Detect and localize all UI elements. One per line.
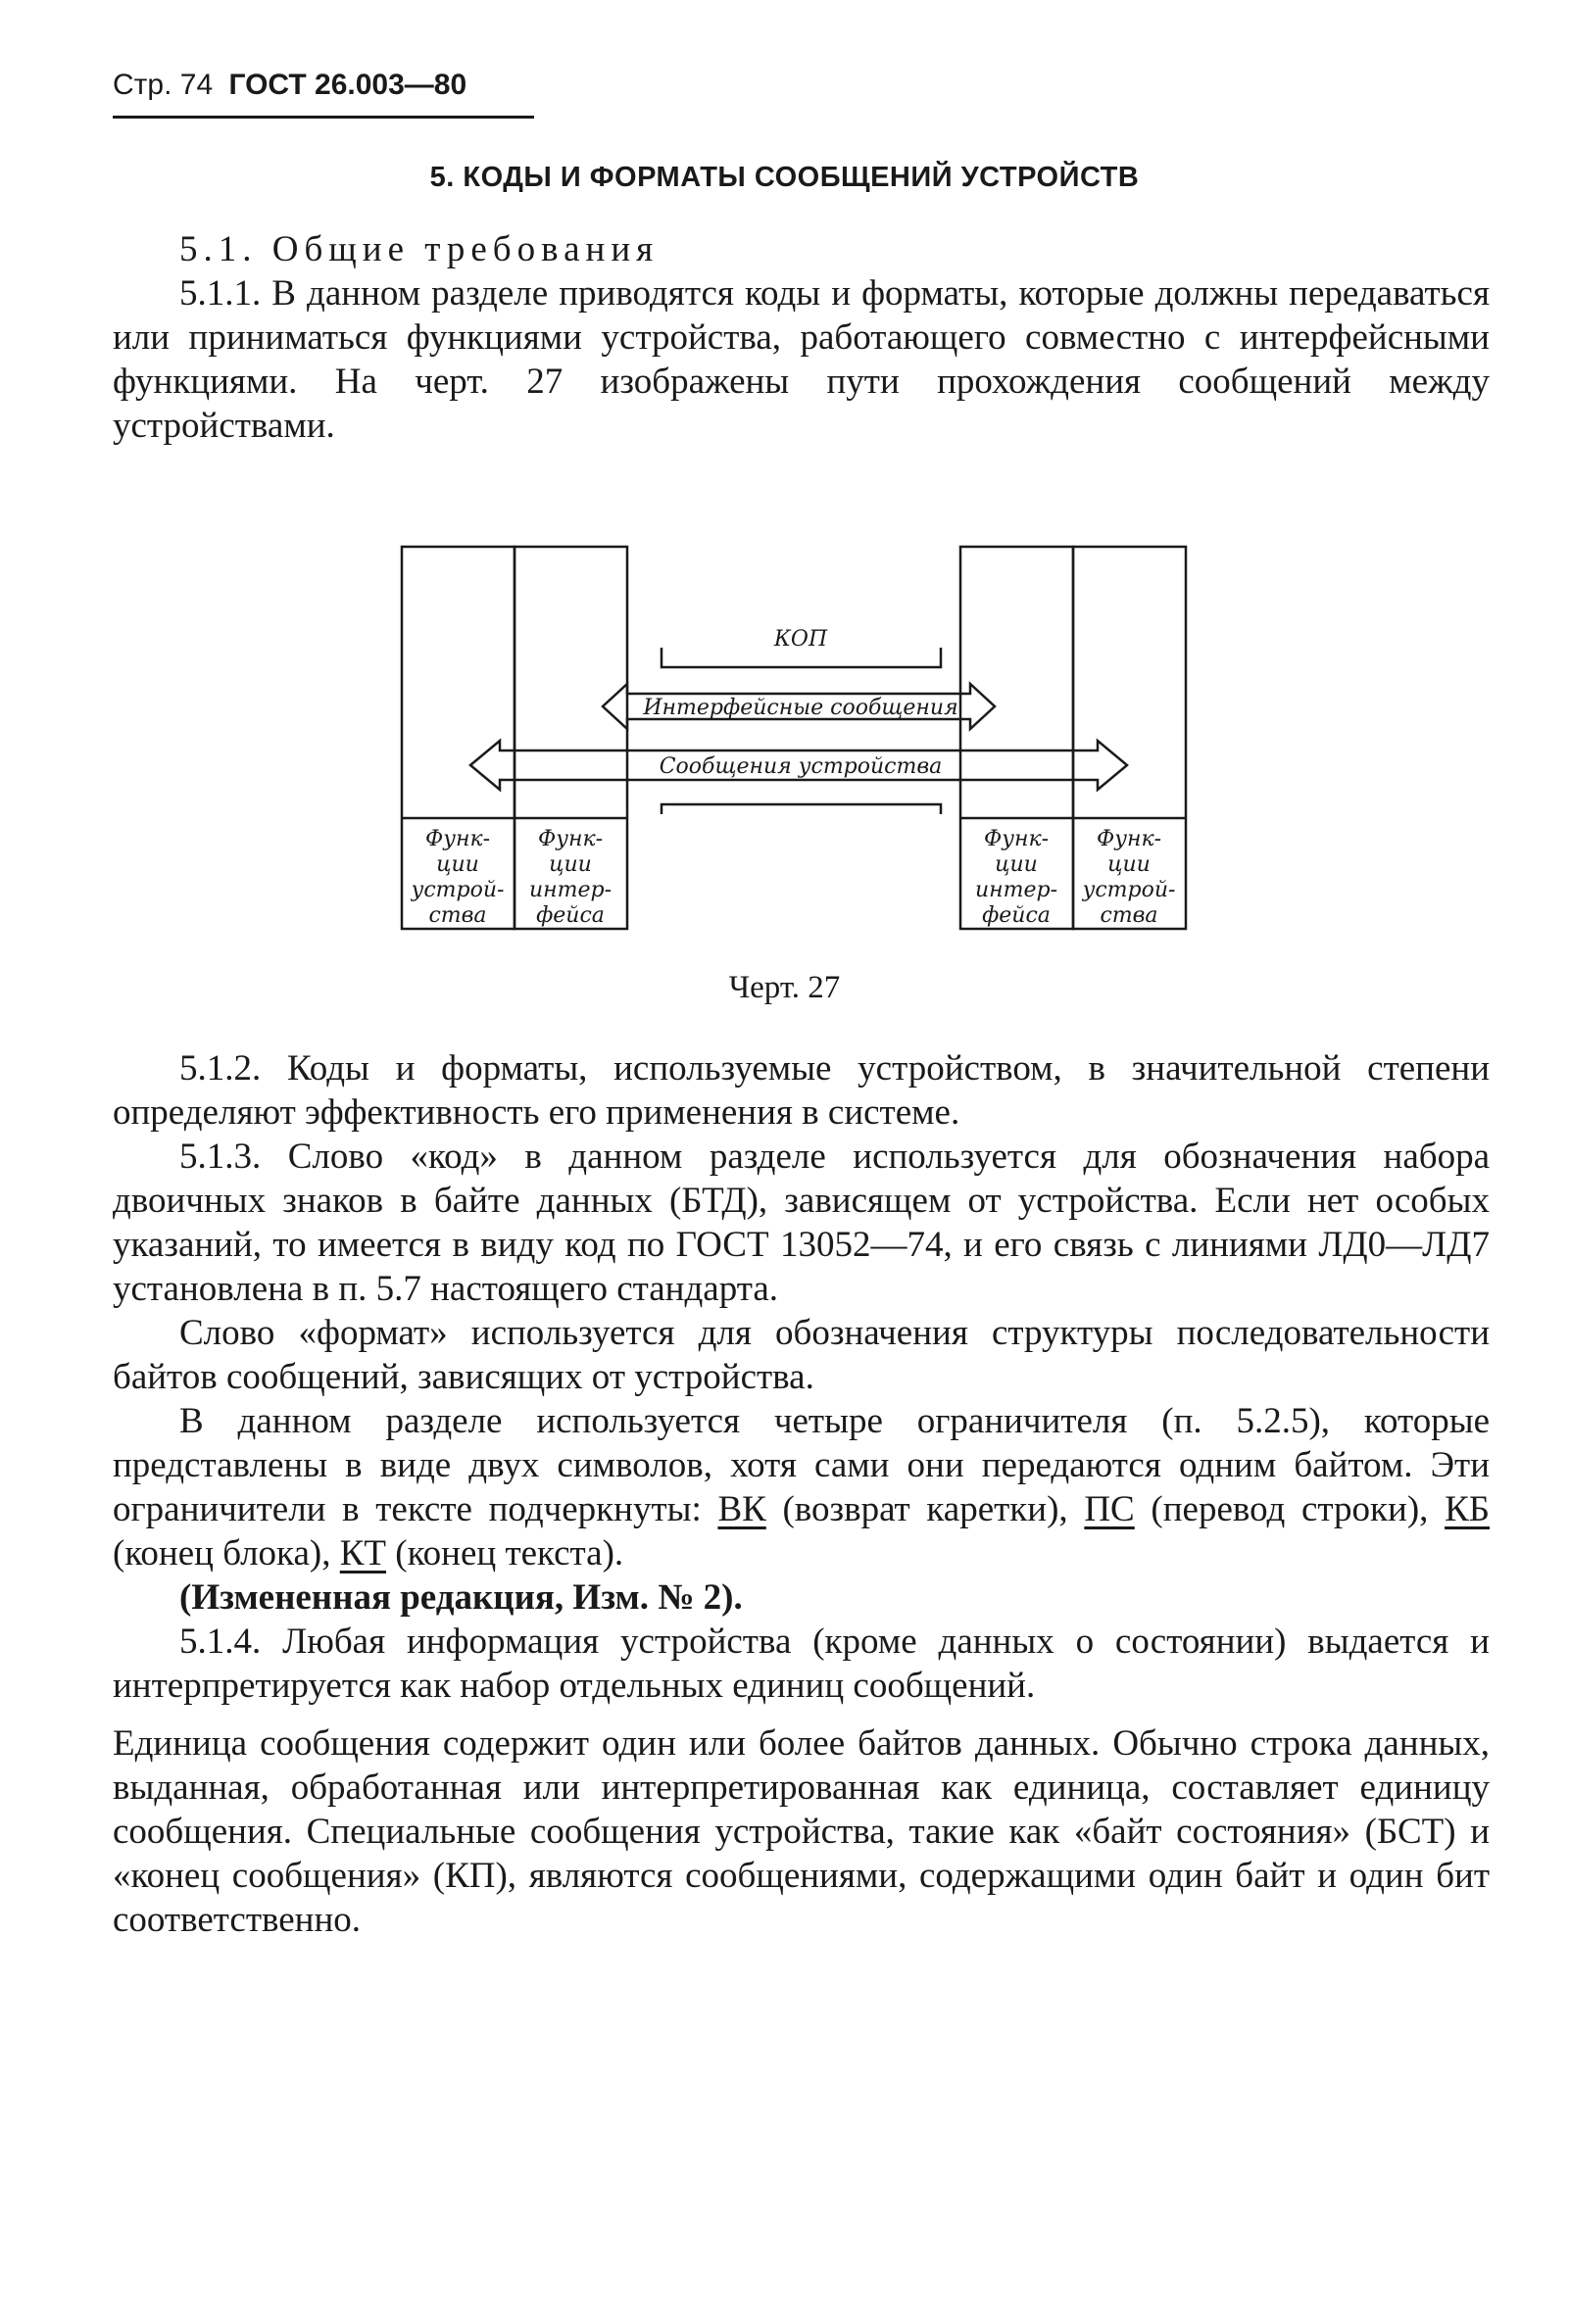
svg-text:устрой-: устрой-: [1082, 878, 1176, 902]
amendment-note: (Измененная редакция, Изм. № 2).: [179, 1577, 743, 1618]
device-messages-label: Сообщения устройства: [659, 754, 943, 779]
svg-text:интер-: интер-: [974, 878, 1058, 902]
subsection-heading: 5.1. Общие требования: [179, 229, 660, 269]
right-device-functions-label: [1082, 827, 1176, 928]
text-block-main: [113, 1046, 1490, 1942]
paragraph-5-1-3: 5.1.3. Слово «код» в данном разделе используется для обозначения набора двоичных знаков в байте данных (БТД), зависящем от устройства. Если нет особых указаний, то имеется в виду код по ГОСТ 13052—74, и его связь с линиями ЛД0—ЛД7 установлена в п. 5.7 настоящего стандарта.: [113, 1137, 1490, 1309]
svg-text:ции: ции: [1107, 852, 1151, 877]
delimiter-ps: ПС: [1084, 1489, 1135, 1529]
svg-text:Функ-: Функ-: [983, 827, 1050, 851]
message-path-diagram: [397, 542, 1201, 934]
figure-caption: Черт. 27: [728, 970, 841, 1005]
kop-bus-bottom: [662, 804, 941, 814]
section-title: 5. КОДЫ И ФОРМАТЫ СООБЩЕНИЙ УСТРОЙСТВ: [429, 162, 1140, 193]
paragraph-delimiters: В данном разделе используется четыре ограничителя (п. 5.2.5), которые представлены в виде двух символов, хотя сами они передаются одним байтом. Эти ограничители в тексте подчеркнуты: ВК (возврат каретки), ПС (перевод строки), КБ (конец блока), КТ (конец текста).: [113, 1401, 1490, 1574]
text-block-intro: [113, 227, 1490, 448]
delimiter-kb: КБ: [1445, 1489, 1490, 1529]
paragraph-5-1-1: 5.1.1. В данном разделе приводятся коды и форматы, которые должны передаваться или приниматься функциями устройства, работающего совместно с интерфейсными функциями. На черт. 27 изображены пути прохождения сообщений между устройствами.: [113, 273, 1490, 446]
svg-text:Функ-: Функ-: [537, 827, 604, 851]
left-interface-functions-label: [529, 827, 612, 928]
paragraph-5-1-2: 5.1.2. Коды и форматы, используемые устройством, в значительной степени определяют эффективность его применения в системе.: [113, 1048, 1490, 1133]
left-device-functions-label: [411, 827, 505, 928]
standard-code: ГОСТ 26.003—80: [228, 69, 467, 101]
svg-text:ции: ции: [995, 852, 1038, 877]
paragraph-format: Слово «формат» используется для обозначения структуры последовательности байтов сообщений, зависящих от устройства.: [113, 1313, 1490, 1397]
svg-text:ства: ства: [428, 903, 487, 928]
svg-text:фейса: фейса: [982, 903, 1051, 928]
paragraph-5-1-4: 5.1.4. Любая информация устройства (кроме данных о состоянии) выдается и интерпретируется как набор отдельных единиц сообщений.: [113, 1622, 1490, 1706]
right-interface-functions-label: [975, 827, 1057, 928]
delimiter-vk: ВК: [717, 1489, 766, 1529]
page-number: Стр. 74: [113, 69, 214, 101]
svg-text:ции: ции: [549, 852, 592, 877]
svg-text:Функ-: Функ-: [1096, 827, 1162, 851]
svg-text:ства: ства: [1100, 903, 1158, 928]
diagram-svg: [397, 542, 1201, 934]
svg-text:фейса: фейса: [536, 903, 605, 928]
svg-text:Функ-: Функ-: [424, 827, 491, 851]
svg-text:устрой-: устрой-: [411, 878, 505, 902]
svg-text:ции: ции: [436, 852, 479, 877]
svg-text:интер-: интер-: [528, 878, 613, 902]
interface-messages-label: Интерфейсные сообщения: [643, 696, 958, 720]
delimiter-kt: КТ: [339, 1533, 387, 1574]
kop-label: КОП: [773, 627, 828, 652]
page-header: [113, 69, 534, 119]
paragraph-message-unit: Единица сообщения содержит один или более байтов данных. Обычно строка данных, выданная, обработанная или интерпретированная как единица, составляет единицу сообщения. Специальные сообщения устройства, такие как «байт состояния» (БСТ) и «конец сообщения» (КП), являются сообщениями, содержащими один байт и один бит соответственно.: [113, 1723, 1490, 1940]
